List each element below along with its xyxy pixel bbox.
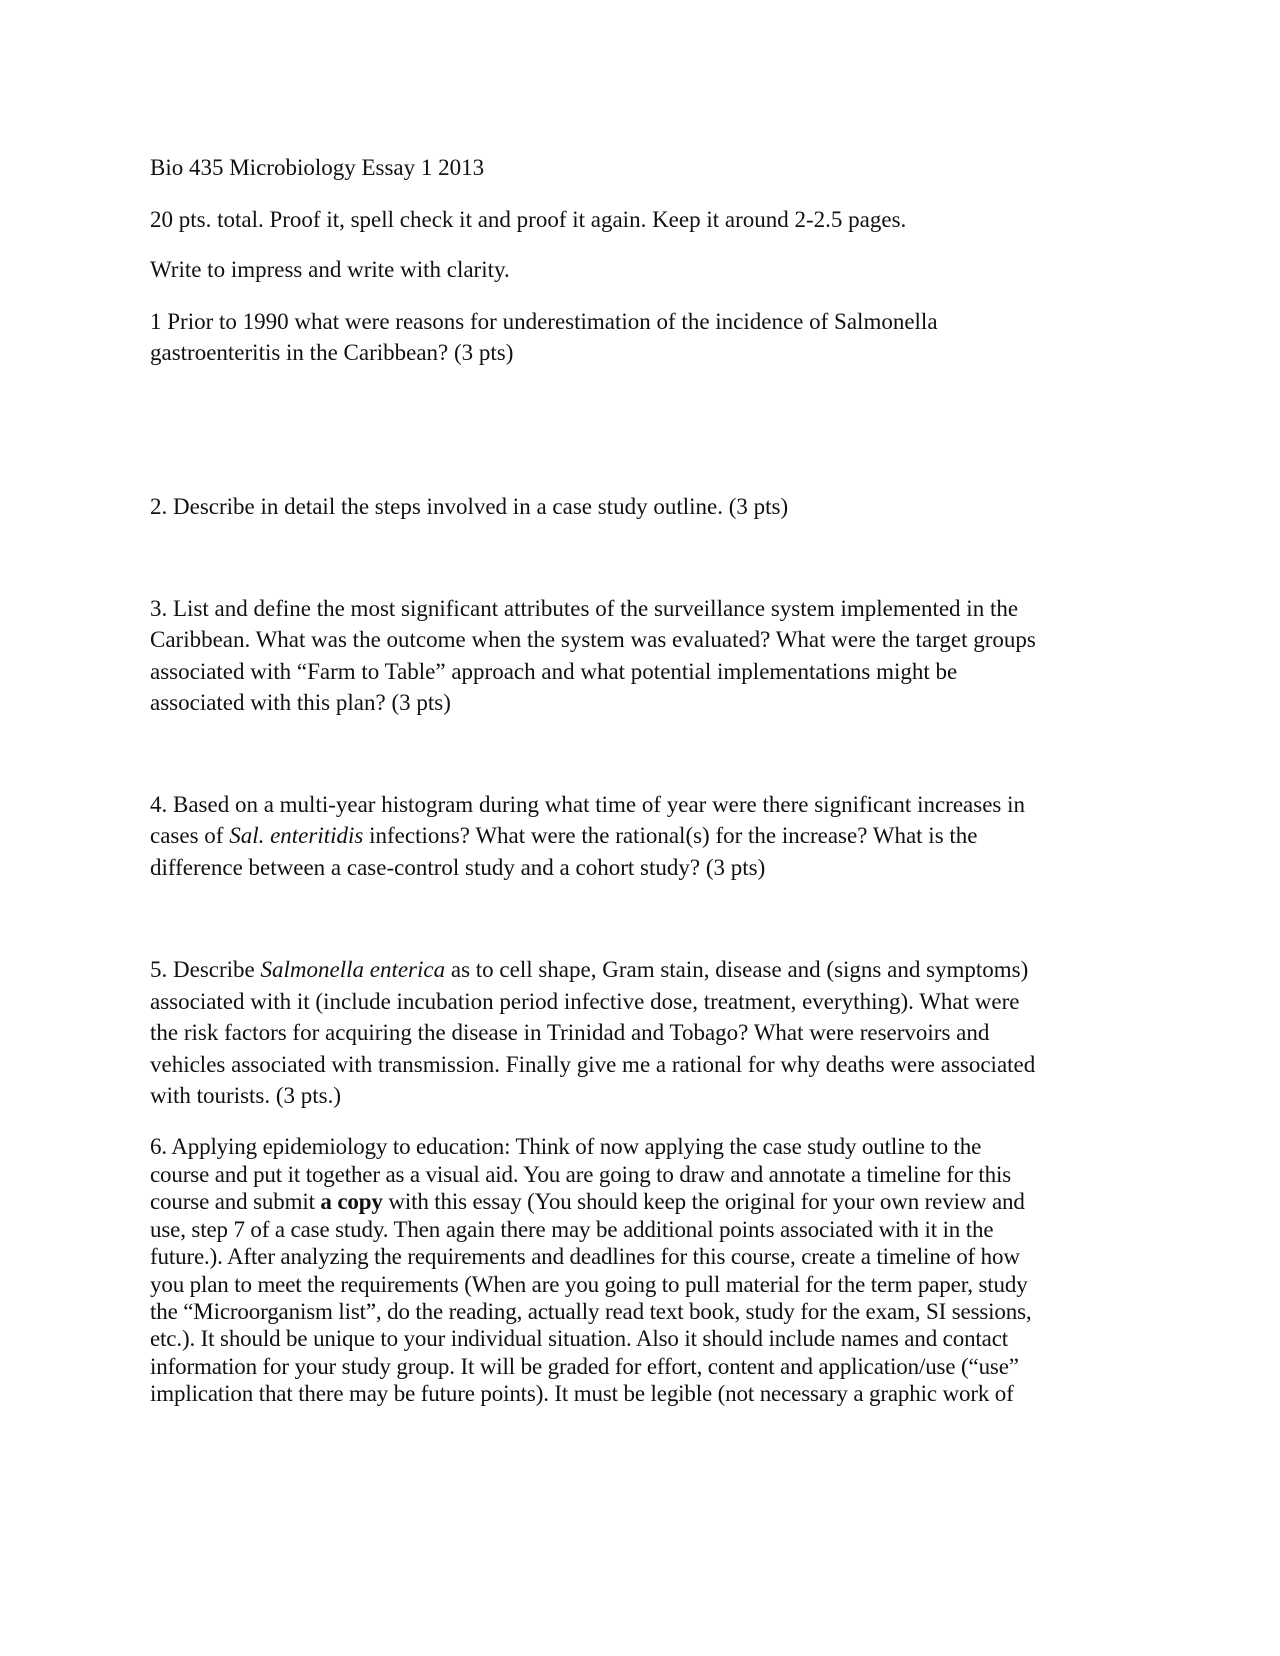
emphasis-a-copy: a copy [320, 1189, 383, 1214]
question-6-line-4: use, step 7 of a case study. Then again there may be additional points associated with it in the [150, 1217, 994, 1242]
instructions-text: 20 pts. total. Proof it, spell check it and proof it again. Keep it around 2-2.5 pages. [150, 207, 907, 232]
question-4-line-3: difference between a case-control study and a cohort study? (3 pts) [150, 855, 766, 880]
question-3-line-3: associated with “Farm to Table” approach and what potential implementations might be [150, 659, 958, 684]
question-5-line-1 [150, 958, 1028, 981]
question-6-line-3-end: with this essay (You should keep the original for your own review and [382, 1189, 1025, 1214]
clarity-text: Write to impress and write with clarity. [150, 257, 510, 282]
question-6-line-6: you plan to meet the requirements (When are you going to pull material for the term paper, study [150, 1272, 1028, 1297]
question-6-line-3 [150, 1190, 1025, 1213]
question-6-line-1: 6. Applying epidemiology to education: Think of now applying the case study outline to the [150, 1134, 982, 1159]
question-6-line-7: the “Microorganism list”, do the reading, actually read text book, study for the exam, SI sessions, [150, 1299, 1032, 1324]
question-4-line-1: 4. Based on a multi-year histogram during what time of year were there significant increases in [150, 792, 1025, 817]
question-3-line-1: 3. List and define the most significant attributes of the surveillance system implemented in the [150, 596, 1019, 621]
question-6-line-5: future.). After analyzing the requirements and deadlines for this course, create a timeline of how [150, 1244, 1020, 1269]
question-3-line-4: associated with this plan? (3 pts) [150, 690, 451, 715]
question-4-line-2-end: infections? What were the rational(s) for the increase? What is the [363, 823, 978, 848]
question-1-line-2: gastroenteritis in the Caribbean? (3 pts) [150, 340, 514, 365]
question-6-line-10: implication that there may be future points). It must be legible (not necessary a graphic work of [150, 1381, 1014, 1406]
organism-name-sal-enteritidis: Sal. enteritidis [229, 823, 364, 848]
organism-name-salmonella-enterica: Salmonella enterica [260, 957, 446, 982]
question-6-line-8: etc.). It should be unique to your individual situation. Also it should include names and contact [150, 1326, 1009, 1351]
question-5-line-1-start: 5. Describe [150, 957, 261, 982]
question-3-line-2: Caribbean. What was the outcome when the system was evaluated? What were the target groups [150, 627, 1036, 652]
question-6-line-9: information for your study group. It will be graded for effort, content and application/use (“use” [150, 1354, 1019, 1379]
question-5-line-3: the risk factors for acquiring the disease in Trinidad and Tobago? What were reservoirs and [150, 1020, 990, 1045]
question-5-line-5: with tourists. (3 pts.) [150, 1083, 342, 1108]
question-5-line-1-end: as to cell shape, Gram stain, disease and (signs and symptoms) [445, 957, 1029, 982]
question-6-line-2: course and put it together as a visual aid. You are going to draw and annotate a timeline for this [150, 1162, 1011, 1187]
question-2-line-1: 2. Describe in detail the steps involved in a case study outline. (3 pts) [150, 494, 789, 519]
question-1-line-1: 1 Prior to 1990 what were reasons for underestimation of the incidence of Salmonella [150, 309, 938, 334]
question-5-line-2: associated with it (include incubation period infective dose, treatment, everything). What were [150, 989, 1020, 1014]
question-4-line-2-start: cases of [150, 823, 230, 848]
question-5-line-4: vehicles associated with transmission. Finally give me a rational for why deaths were associated [150, 1052, 1036, 1077]
document-title: Bio 435 Microbiology Essay 1 2013 [150, 155, 485, 180]
question-6-line-3-start: course and submit [150, 1189, 321, 1214]
question-4-line-2 [150, 824, 978, 847]
